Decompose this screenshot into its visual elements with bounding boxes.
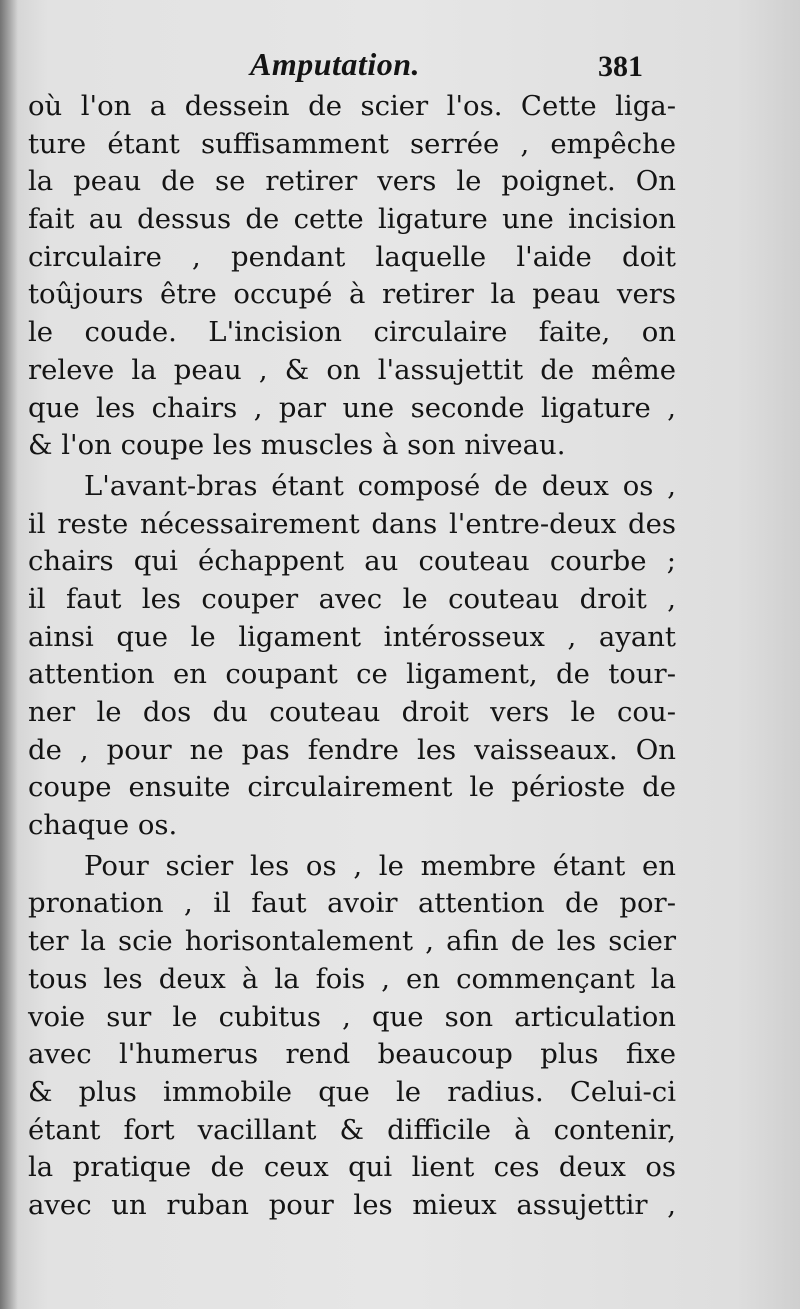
text-line: ner le dos du couteau droit vers le cou- <box>28 696 676 728</box>
text-line: pronation , il faut avoir attention de por- <box>28 887 676 920</box>
text-line: circulaire , pendant laquelle l'aide doit <box>28 240 676 273</box>
text-line: ture étant suffisamment serrée , empêche <box>28 127 676 160</box>
paragraph-3 <box>28 848 676 1225</box>
text-line: voie sur le cubitus , que son articulation <box>28 1000 676 1033</box>
text-line: la pratique de ceux qui lient ces deux os <box>28 1151 676 1184</box>
text-line: attention en coupant ce ligament, de tour- <box>28 658 676 691</box>
text-line: L'avant-bras étant composé de deux os , <box>84 469 676 502</box>
text-line: la peau de se retirer vers le poignet. On <box>28 165 676 198</box>
running-title: Amputation. <box>250 46 420 82</box>
text-line: chaque os. <box>28 809 178 842</box>
text-line: que les chairs , par une seconde ligature , <box>28 391 676 424</box>
text-line: avec l'humerus rend beaucoup plus fixe <box>28 1038 676 1071</box>
paragraph-1 <box>28 88 676 465</box>
text-line: ainsi que le ligament intérosseux , ayant <box>28 620 676 653</box>
text-line: ter la scie horisontalement , afin de les scier <box>28 925 676 958</box>
gutter-shadow <box>0 0 18 1309</box>
text-line: le coude. L'incision circulaire faite, on <box>28 316 676 349</box>
text-line: toûjours être occupé à retirer la peau vers <box>28 278 676 311</box>
text-line: il reste nécessairement dans l'entre-deux des <box>28 507 676 540</box>
text-line: chairs qui échappent au couteau courbe ; <box>28 545 676 578</box>
text-line: de , pour ne pas fendre les vaisseaux. On <box>28 733 676 766</box>
text-line: tous les deux à la fois , en commençant la <box>28 962 676 995</box>
text-line: coupe ensuite circulairement le périoste de <box>28 771 676 804</box>
text-line: Pour scier les os , le membre étant en <box>84 849 676 882</box>
text-line: étant fort vacillant & difficile à contenir, <box>28 1113 676 1146</box>
text-line: releve la peau , & on l'assujettit de même <box>28 353 676 386</box>
body-text <box>28 88 676 1225</box>
text-line: & plus immobile que le radius. Celui-ci <box>28 1075 676 1108</box>
text-line: il faut les couper avec le couteau droit , <box>28 582 676 615</box>
text-line: & l'on coupe les muscles à son niveau. <box>28 429 566 462</box>
paragraph-2 <box>28 468 676 845</box>
page-number: 381 <box>598 50 643 83</box>
text-line: où l'on a dessein de scier l'os. Cette liga- <box>28 90 676 122</box>
text-line: fait au dessus de cette ligature une incision <box>28 203 676 236</box>
text-line: avec un ruban pour les mieux assujettir , <box>28 1188 676 1221</box>
